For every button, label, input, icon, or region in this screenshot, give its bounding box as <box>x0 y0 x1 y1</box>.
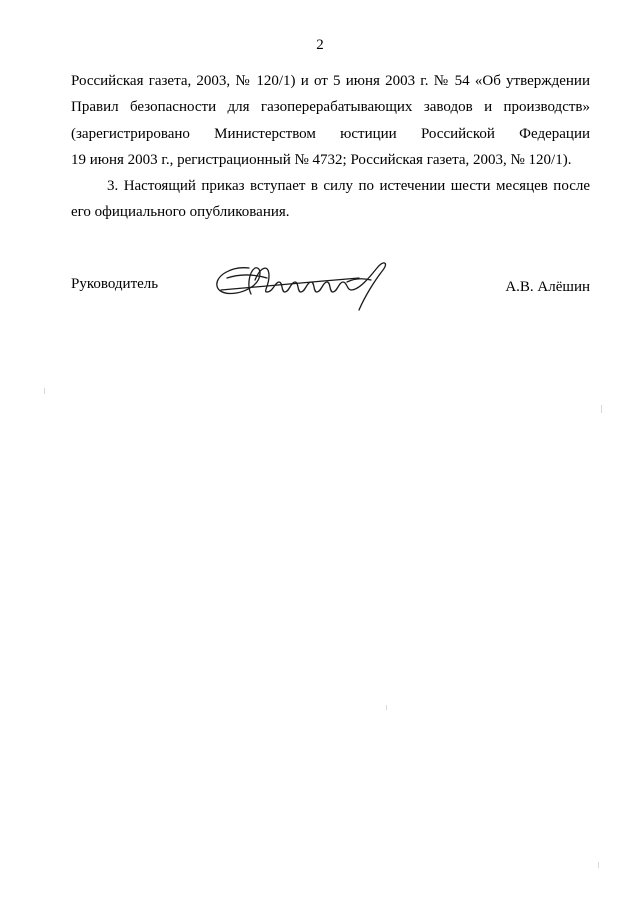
signature-block <box>71 256 590 316</box>
signatory-title: Руководитель <box>71 276 159 292</box>
paragraph-2 <box>71 173 590 226</box>
signature-strokes <box>217 263 386 310</box>
scan-speck <box>601 405 602 413</box>
text-line: его официального опубликования. <box>71 204 290 221</box>
paragraph-1 <box>71 68 590 173</box>
scan-speck <box>44 388 45 394</box>
page-number: 2 <box>316 37 324 53</box>
text-line: Правил безопасности для газоперерабатывающих заводов и производств» <box>71 99 590 116</box>
text-line: Российская газета, 2003, № 120/1) и от 5 июня 2003 г. № 54 «Об утверждении <box>71 73 590 89</box>
signatory-name: А.В. Алёшин <box>505 279 590 295</box>
scan-speck <box>386 705 387 710</box>
handwritten-signature <box>209 256 395 312</box>
text-line: 19 июня 2003 г., регистрационный № 4732; Российская газета, 2003, № 120/1). <box>71 151 572 168</box>
scan-speck <box>598 862 599 868</box>
text-line: (зарегистрировано Министерством юстиции Российской Федерации <box>71 125 590 142</box>
text-line: 3. Настоящий приказ вступает в силу по истечении шести месяцев после <box>107 178 590 194</box>
